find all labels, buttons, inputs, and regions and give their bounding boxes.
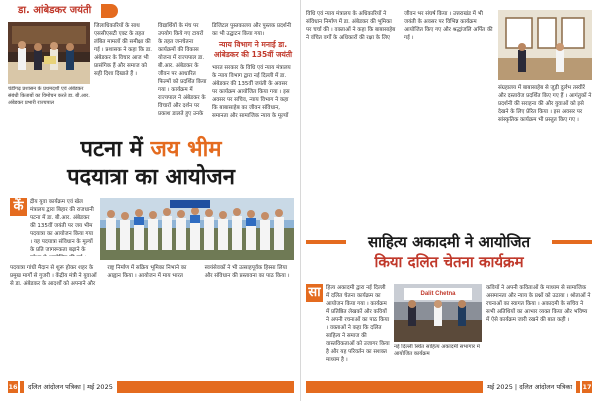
headline-line-2: पदयात्रा का आयोजन bbox=[67, 165, 235, 190]
story-c-caption: नई दिल्ली स्थित साहित्य अकादमी सभागार में आयोजित कार्यक्रम bbox=[394, 344, 480, 357]
page-number-right: 17 bbox=[582, 383, 592, 391]
padyatra-photo bbox=[100, 198, 294, 260]
story-c-body: हित्य अकादमी द्वारा नई दिल्ली में दलित चेतना कार्यक्रम का आयोजन किया गया । कार्यक्रम में प्रतिष्ठित लेखकों और कवियों ने अपनी रचनाओं का पाठ किया । वक्ताओं ने कहा कि दलित साहित्य ने समाज की वास्तविकताओं को उजागर किया है और यह परिवर्तन का सशक्त माध्यम है । bbox=[326, 285, 390, 363]
story-b-body: द्रीय युवा कार्यक्रम एवं खेल मंत्रालय द्वारा बिहार की राजधानी पटना में डा. बी.आर. अंबेडकर की 135वीं जयंती पर जय भीम पदयात्रा का आयोजन किया गया । यह पदयात्रा संविधान के मूल्यों के प्रति जागरूकता बढ़ाने के bbox=[30, 199, 94, 253]
story-c-title-line-1: साहित्य अकादमी ने आयोजित bbox=[367, 233, 531, 251]
footer-right-title: दलित आंदोलन पत्रिका bbox=[519, 383, 572, 391]
headline-plain: पटना में bbox=[80, 137, 151, 162]
footer-left-issue: मई 2025 bbox=[87, 383, 113, 391]
story-a-top-right-text: डिजिटल पुस्तकालय और पुस्तक प्रदर्शनी का भी उद्घाटन किया गया। bbox=[212, 23, 292, 37]
page-number-left: 16 bbox=[8, 383, 18, 391]
story-a-column-2: विद्यार्थियों के मंच पर उपयोग किये गए टायरों के तहत जनचेतना कार्यक्रमों की विकास योजना में राज्यपाल डा. बी.आर. अंबेडकर के जीवन पर आधारित फिल्मों को प्रदर्शित किया गया । कार्यक्रम में राज्यपाल ने अंबेडकर के विचारों और दर्शन पर प्रकाश डालते हुए उनके bbox=[158, 23, 207, 117]
section-header bbox=[8, 4, 118, 18]
page-gutter bbox=[300, 0, 301, 401]
photo-caption: चंडीगढ़ प्रशासन के प्रथमदर्शी एवं अंबेडकर संबंधी किताबों का विमोचन करते डा. बी.आर. अंबेडकर प्रभारी राज्यपाल bbox=[8, 86, 90, 106]
story-c-side-column: संग्रहालय में बाबासाहेब से जुड़ी दुर्लभ तस्वीरें और दस्तावेज प्रदर्शित किए गए हैं । आगंतुकों ने प्रदर्शनी की सराहना की और युवाओं को इसे देखने के लिए प्रेरित किया । इस अवसर पर सांस्कृतिक कार्यक्रम भी प्रस्तुत किए गए । bbox=[498, 85, 592, 123]
story-c-title-line-2: किया दलित चेतना कार्यक्रम bbox=[374, 253, 524, 271]
footer-left-title: दलित आंदोलन पत्रिका bbox=[28, 383, 81, 391]
story-b-dropcap: कें bbox=[10, 198, 27, 216]
story-c-top-text: विधि एवं न्याय मंत्रालय के अधिकारियों ने संविधान निर्माण में डा. अंबेडकर की भूमिका पर चर्चा की । वक्ताओं ने कहा कि बाबासाहेब ने वंचित वर्गों के अधिकारों की रक्षा के लिए जीवन भर संघर्ष किया । उत्तराखंड में भी जयंती के अवसर पर विभिन्न कार्यक्रम आयोजित किए गए और श्रद्धांजलि अर्पित की गई । bbox=[306, 11, 493, 41]
photo-banner-text: Dalit Chetna bbox=[420, 291, 456, 297]
story-c-side-text: कवियों ने अपनी कविताओं के माध्यम से सामाजिक असमानता और न्याय के प्रश्नों को उठाया । श्रोताओं ने रचनाओं का स्वागत किया । अकादमी के सचिव ने सभी अतिथियों का आभार व्यक्त किया और भविष्य में ऐसे कार्यक्रम जारी रखने की बात कही । bbox=[486, 285, 591, 323]
story-b-headline bbox=[10, 136, 292, 192]
award-ceremony-photo bbox=[8, 22, 90, 84]
dalit-chetna-photo bbox=[394, 284, 482, 342]
footer-right: मई 2025 | दलित आंदोलन पत्रिका bbox=[306, 381, 580, 393]
story-c-title bbox=[306, 232, 592, 272]
story-a-subhead: न्याय विभाग ने मनाई डा. आंबेडकर की 135वीं जयंती bbox=[213, 40, 293, 59]
section-header-text: डा. आंबेडकर जयंती bbox=[8, 4, 101, 18]
footer-right-issue: मई 2025 bbox=[487, 383, 513, 391]
headline-highlight: जय भीम bbox=[150, 137, 222, 162]
museum-photo bbox=[498, 10, 592, 80]
story-a-right-column: भारत सरकार के विधि एवं न्याय मंत्रालय के न्याय विभाग द्वारा नई दिल्ली में डा. अंबेडकर की 135वीं जयंती के अवसर पर कार्यक्रम आयोजित किया गया । इस अवसर पर सचिव, न्याय विभाग ने कहा कि बाबासाहेब का जीवन संविधान, समानता और सामाजिक न्याय के मूल्यों bbox=[212, 65, 291, 119]
story-b-bottom-text: पदयात्रा गांधी मैदान से शुरू होकर शहर के प्रमुख मार्गों से गुजरी । केंद्रीय मंत्री ने युवाओं से डा. अंबेडकर के आदर्शों को अपनाने और राष्ट्र निर्माण में सक्रिय भूमिका निभाने का आह्वान किया । आयोजन में माय भारत स्वयंसेवकों ने भी उत्साहपूर्वक हिस्सा लिया और संविधान की प्रस्तावना का पाठ किया । bbox=[10, 265, 290, 287]
story-a-column-1: जिलाधिकारियों के साथ एससीएसटी एक्ट के तहत लंबित मामलों की समीक्षा की गई । प्रशासक ने कहा कि डा. अंबेडकर के विचार आज भी प्रासंगिक हैं और समाज को सही दिशा दिखाते हैं । bbox=[94, 23, 152, 77]
footer-left: दलित आंदोलन पत्रिका | मई 2025 bbox=[20, 381, 294, 393]
story-c-dropcap: सा bbox=[306, 284, 323, 302]
